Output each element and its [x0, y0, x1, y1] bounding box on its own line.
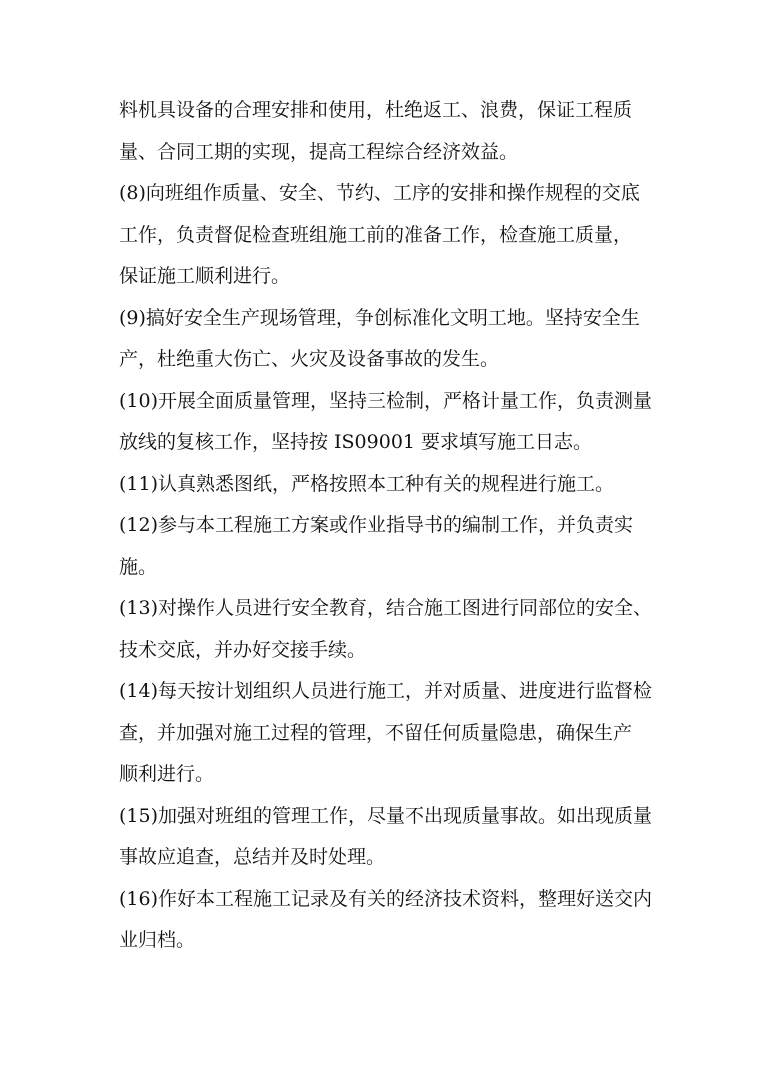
document-body	[119, 90, 653, 962]
text-line: 顺利进行。	[119, 763, 215, 785]
text-line: 事故应追查，总结并及时处理。	[119, 846, 386, 868]
text-line: (9)搞好安全生产现场管理，争创标准化文明工地。坚持安全生	[119, 306, 640, 329]
text-line: (11)认真熟悉图纸，严格按照本工种有关的规程进行施工。	[119, 472, 615, 495]
text-line: 放线的复核工作，坚持按 IS09001 要求填写施工日志。	[119, 431, 593, 453]
text-line: 产，杜绝重大伤亡、火灾及设备事故的发生。	[119, 348, 500, 370]
text-line: 料机具设备的合理安排和使用，杜绝返工、浪费，保证工程质	[119, 99, 633, 121]
text-line: 保证施工顺利进行。	[119, 265, 291, 287]
text-line: (16)作好本工程施工记录及有关的经济技术资料，整理好送交内	[119, 887, 653, 910]
text-line: (12)参与本工程施工方案或作业指导书的编制工作，并负责实	[119, 514, 634, 536]
text-line: 量、合同工期的实现，提高工程综合经济效益。	[119, 140, 519, 163]
text-line: 工作，负责督促检查班组施工前的准备工作，检查施工质量，	[119, 223, 633, 246]
text-line: (13)对操作人员进行安全教育，结合施工图进行同部位的安全、	[119, 597, 653, 619]
text-line: 查，并加强对施工过程的管理，不留任何质量隐患，确保生产	[119, 721, 633, 744]
text-line: 业归档。	[119, 929, 196, 951]
text-line: (8)向班组作质量、安全、节约、工序的安排和操作规程的交底	[119, 182, 640, 204]
text-line: 施。	[119, 555, 158, 578]
text-line: 技术交底，并办好交接手续。	[119, 638, 367, 661]
text-line: (14)每天按计划组织人员进行施工，并对质量、进度进行监督检	[119, 680, 653, 702]
text-line: (10)开展全面质量管理，坚持三检制，严格计量工作，负责测量	[119, 389, 653, 412]
text-line: (15)加强对班组的管理工作，尽量不出现质量事故。如出现质量	[119, 804, 653, 827]
